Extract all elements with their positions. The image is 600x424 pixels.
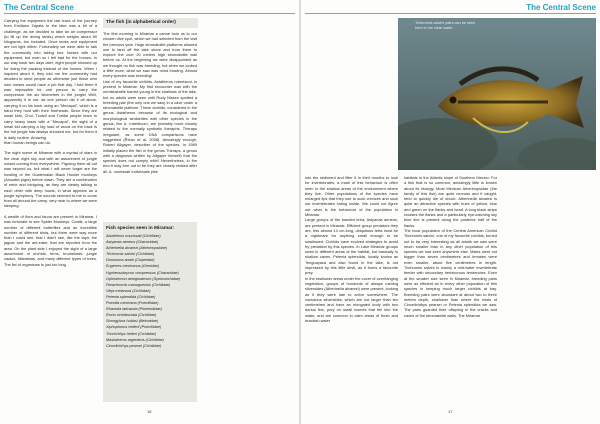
fish-species-item: Ophisternon aenigmaticum (Synbranchidae) [106, 276, 181, 281]
fish-species-item: Astatheros nourissati (Cichlidae) [106, 234, 161, 238]
fish-species-item: Thorichthys helleri (Cichlidae) [106, 331, 157, 336]
left-header-title: The Central Scene [4, 3, 74, 12]
fish-species-item: Rhamdia laticauda (Pimelodidae) [106, 307, 162, 312]
right-header-title: The Central Scene [526, 3, 596, 12]
left-column-2: The first morning in Miramar a canoe took us to our chosen dive spot, which we had selected from the visit the previous year. Huge stromatolite platforms allowed use to land off the lake shore and from there to explore the over 20 meters high stromatolite wall before us. At the beginning we were disappointed as we thought no fish was breeding, but when we looked a little more, what we saw was mind blowing. Almost every species was breeding! Use of my favourite cichlids, Astatheros robertsoni, is present in Miramar. My first encounter was with the unmistakable barred young in the shallows of the lake, but no adults were seen until Rudy Nissen spotted a breeding pair (the only one we saw) in a cave under a stromatolite platform. These cichlids, considered in the genus Astatheros because of its ecological and morphological similarities with other species in the genus, like A. ruberticum, are probably more closely related to the normally synthetic theraphs. Theraps irregulare, as some DNA comparisons have suggested (Říčan et al. 2008). Amazingly enough, Robert Allgayer, describer of the species, in 1989 initially placed the fish in the genus Theraps, a genus with a diagnosis written by Allgayer himself) that the species does not comply with!! Nevertheless, in the end it may turn out to be they are closely related after all. A. nourissati Individuals pike [103, 31, 197, 174]
fish-species-item: Atherinella alvarezi (Atherinopsidae) [106, 246, 167, 251]
fish-species-item: Trichromis salvini (Cichlidae) [106, 252, 155, 257]
cichlid-photo [398, 18, 596, 170]
fish-box-title: Fish species seen in Miramar: [106, 226, 175, 231]
fish-photo-image [398, 18, 596, 170]
section-title: The fish (in alphabetical order) [103, 18, 198, 28]
right-header-bar [305, 3, 596, 14]
right-page-number: 17 [448, 409, 453, 414]
fish-species-item: Rocio octofasciata (Cichlidae) [106, 313, 157, 318]
fish-species-item: Xiphophorus hellerii (Poeciliidae) [106, 325, 162, 330]
fish-species-item: Petenia splendida (Cichlidae) [106, 294, 156, 299]
fish-species-item: Hyphessobrycon compressus (Characidae) [106, 270, 179, 275]
fish-species-box [103, 222, 197, 402]
fish-species-item: Poecilia mexicana (Poeciliidae) [106, 301, 159, 306]
fish-species-item: Eugerres mexicanus (Gerridae) [106, 264, 159, 269]
fish-species-item: Cincelichthys pearsei (Cichlidae) [106, 343, 162, 348]
fish-species-list [103, 233, 197, 349]
fish-species-item: Parachromis managuensis (Cichlidae) [106, 282, 171, 287]
right-column-2: habitats in the Atlantic slope of Southern Mexico. For a fish that is so common, amazingly little is known about its biology. Most Mexican Atherinopsidae (the family of this fish) are quite nervous and if caught, tend to quickly die of shock. Atherinella alvarezi is quite an attractive species with hues of yellow, blue and green on the flanks and head. A long black stripe crosses the flanks and a particularly eye-catching sky blue line is present along the posterior half of the flanks. The local population of the Central American Cichlid Trichromis salvini, one of my favourite cichlids, turned out to be very interesting as all adults we saw were much smaller than in any other population of this species we had seen anywhere else. Males were not bigger than seven centimetres and females were even smaller, about five centimetres in length. Trichromis salvini is mainly a mid-water invertebrate feeder with secondary herbivorous tendencies. Even at the smaller size seen in Miramar, breeding pairs were as efficient as in every other population of this species in keeping much larger cichlids at bay. Breeding pairs were abundant at about two to three meters depth, shallower than where the nests of Cincelichthys pearsei or Petenia splendida we saw. The pairs guarded their offspring in the cracks and caves of the stromatolite walls. The Miramar [404, 175, 497, 318]
fish-species-item: Maskaheros argenteus (Cichlidae) [106, 337, 164, 342]
right-column-1: into the sediment and filter it in their mouths to look for invertebrates, a mark of this behaviour is often seen in the shallow areas of the environment where they live. Other populations of the species have enlarged lips that they use to suck crevices and suck out invertebrates hiding inside. We could not figure out what is the behaviour of the population in Miramar. Large groups of the banded tetra, Astyanax aeneus, are present in Miramar. Efficient group predators they are, this almost 14 cm-long, ubiquitous tetra must be a nightmare for anything small enough to be swallowed. Cichlids have evolved strategies to avoid fry predation by this species. In Lake Miramar groups swim in different areas of the habitat, but basically in shallow caves. Petenia splendida, locally known as Tenguayaca and also found in the lake, is not impressed by this little devil, as it forms a favourite prey. In the shallower areas under the cover of overhanging vegetation, groups of hundreds of always rushing silversides (Atherinella alvarezi) were present, looking as if they were late to arrive somewhere. The voracious silversides, which are not larger than ten centimetres and have an elongated body with two dorsal fins, prey on small insects that fell into the water, and are common in calm areas of fresh and brackish water [305, 175, 398, 324]
fish-species-item: Astyanax aeneus (Characidae) [106, 240, 159, 245]
fish-species-item: Dorosoma anale (Clupeidae) [106, 258, 155, 263]
left-page [0, 0, 299, 424]
fish-species-item: Strongylura hubbsi (Belonidae) [106, 319, 159, 324]
left-header-bar [4, 3, 295, 14]
photo-caption: Trichromis salvini pairs can be seen here in the clear water. [415, 21, 476, 30]
left-page-number: 16 [147, 409, 152, 414]
left-column-1: Carrying the equipment the last track of the journey from Emiliano Zapata to the lake was a bit of a challenge, as we decided to take an air compressor (to fill up the diving tanks) which weighs about 80 kilograms, too included. Once tanks and equipment are not light either. Fortunately we were able to talk the community into taking four horses with our equipment, but even so I felt bad for the horses. In our way back two days later, eight people showed up for doing the packing instead of the horses. When I inquired about it, they told me the community had decided to send people as otherwise just those who own horses would have a job that day. I told them it was impossible for one person to carry the compressor the six kilometres in the jungle! Well, apparently it is not, as one person did it all alone, carrying it on his back using an "Mecapal", which is a band they hold with their foreheads. Since they are small kids, Chol, Tzotzil and Tzeltal people learn to carry heavy loads with a "Mecapal", the sight of a small kid carrying a big load of wood on the back is the hot jungle has always shocked me, but for them it is daily routine. Amazing than human beings can do. The night scene at Miramar with a myriad of stars in the clear night sky and with an assortment of jungle noises coming from everywhere. Figuring them all out was beyond us, but what I will never forget are the howling of the Guatemalan Black Howler monkeys (Alouatta pigra) before dawn. They are a combination of eerie and intriguing, as they are clearly talking to each other with deep howls, in what appears as a jungle symphony. The sounds seemed to me to come from all around the camp, very near to where we were sleeping. A wealth of flora and fauna are present in Miramar, I was fortunate to see Spider Monkeys, Coatis, a large number of different butterflies and an incredible number of different birds, but there were way more than I could see, that I didn't see, like the tapir, the jaguar and the ant-eater, that are reported from the area. On the plant side I enjoyed the sight of a large assortment of orchids, ferns, bromeliads, jungle cactus, tillandsias, and many different types of trees. The list of organisms is just too long. [4, 18, 97, 267]
fish-species-item: Vieja melanura (Cichlidae) [106, 288, 151, 293]
